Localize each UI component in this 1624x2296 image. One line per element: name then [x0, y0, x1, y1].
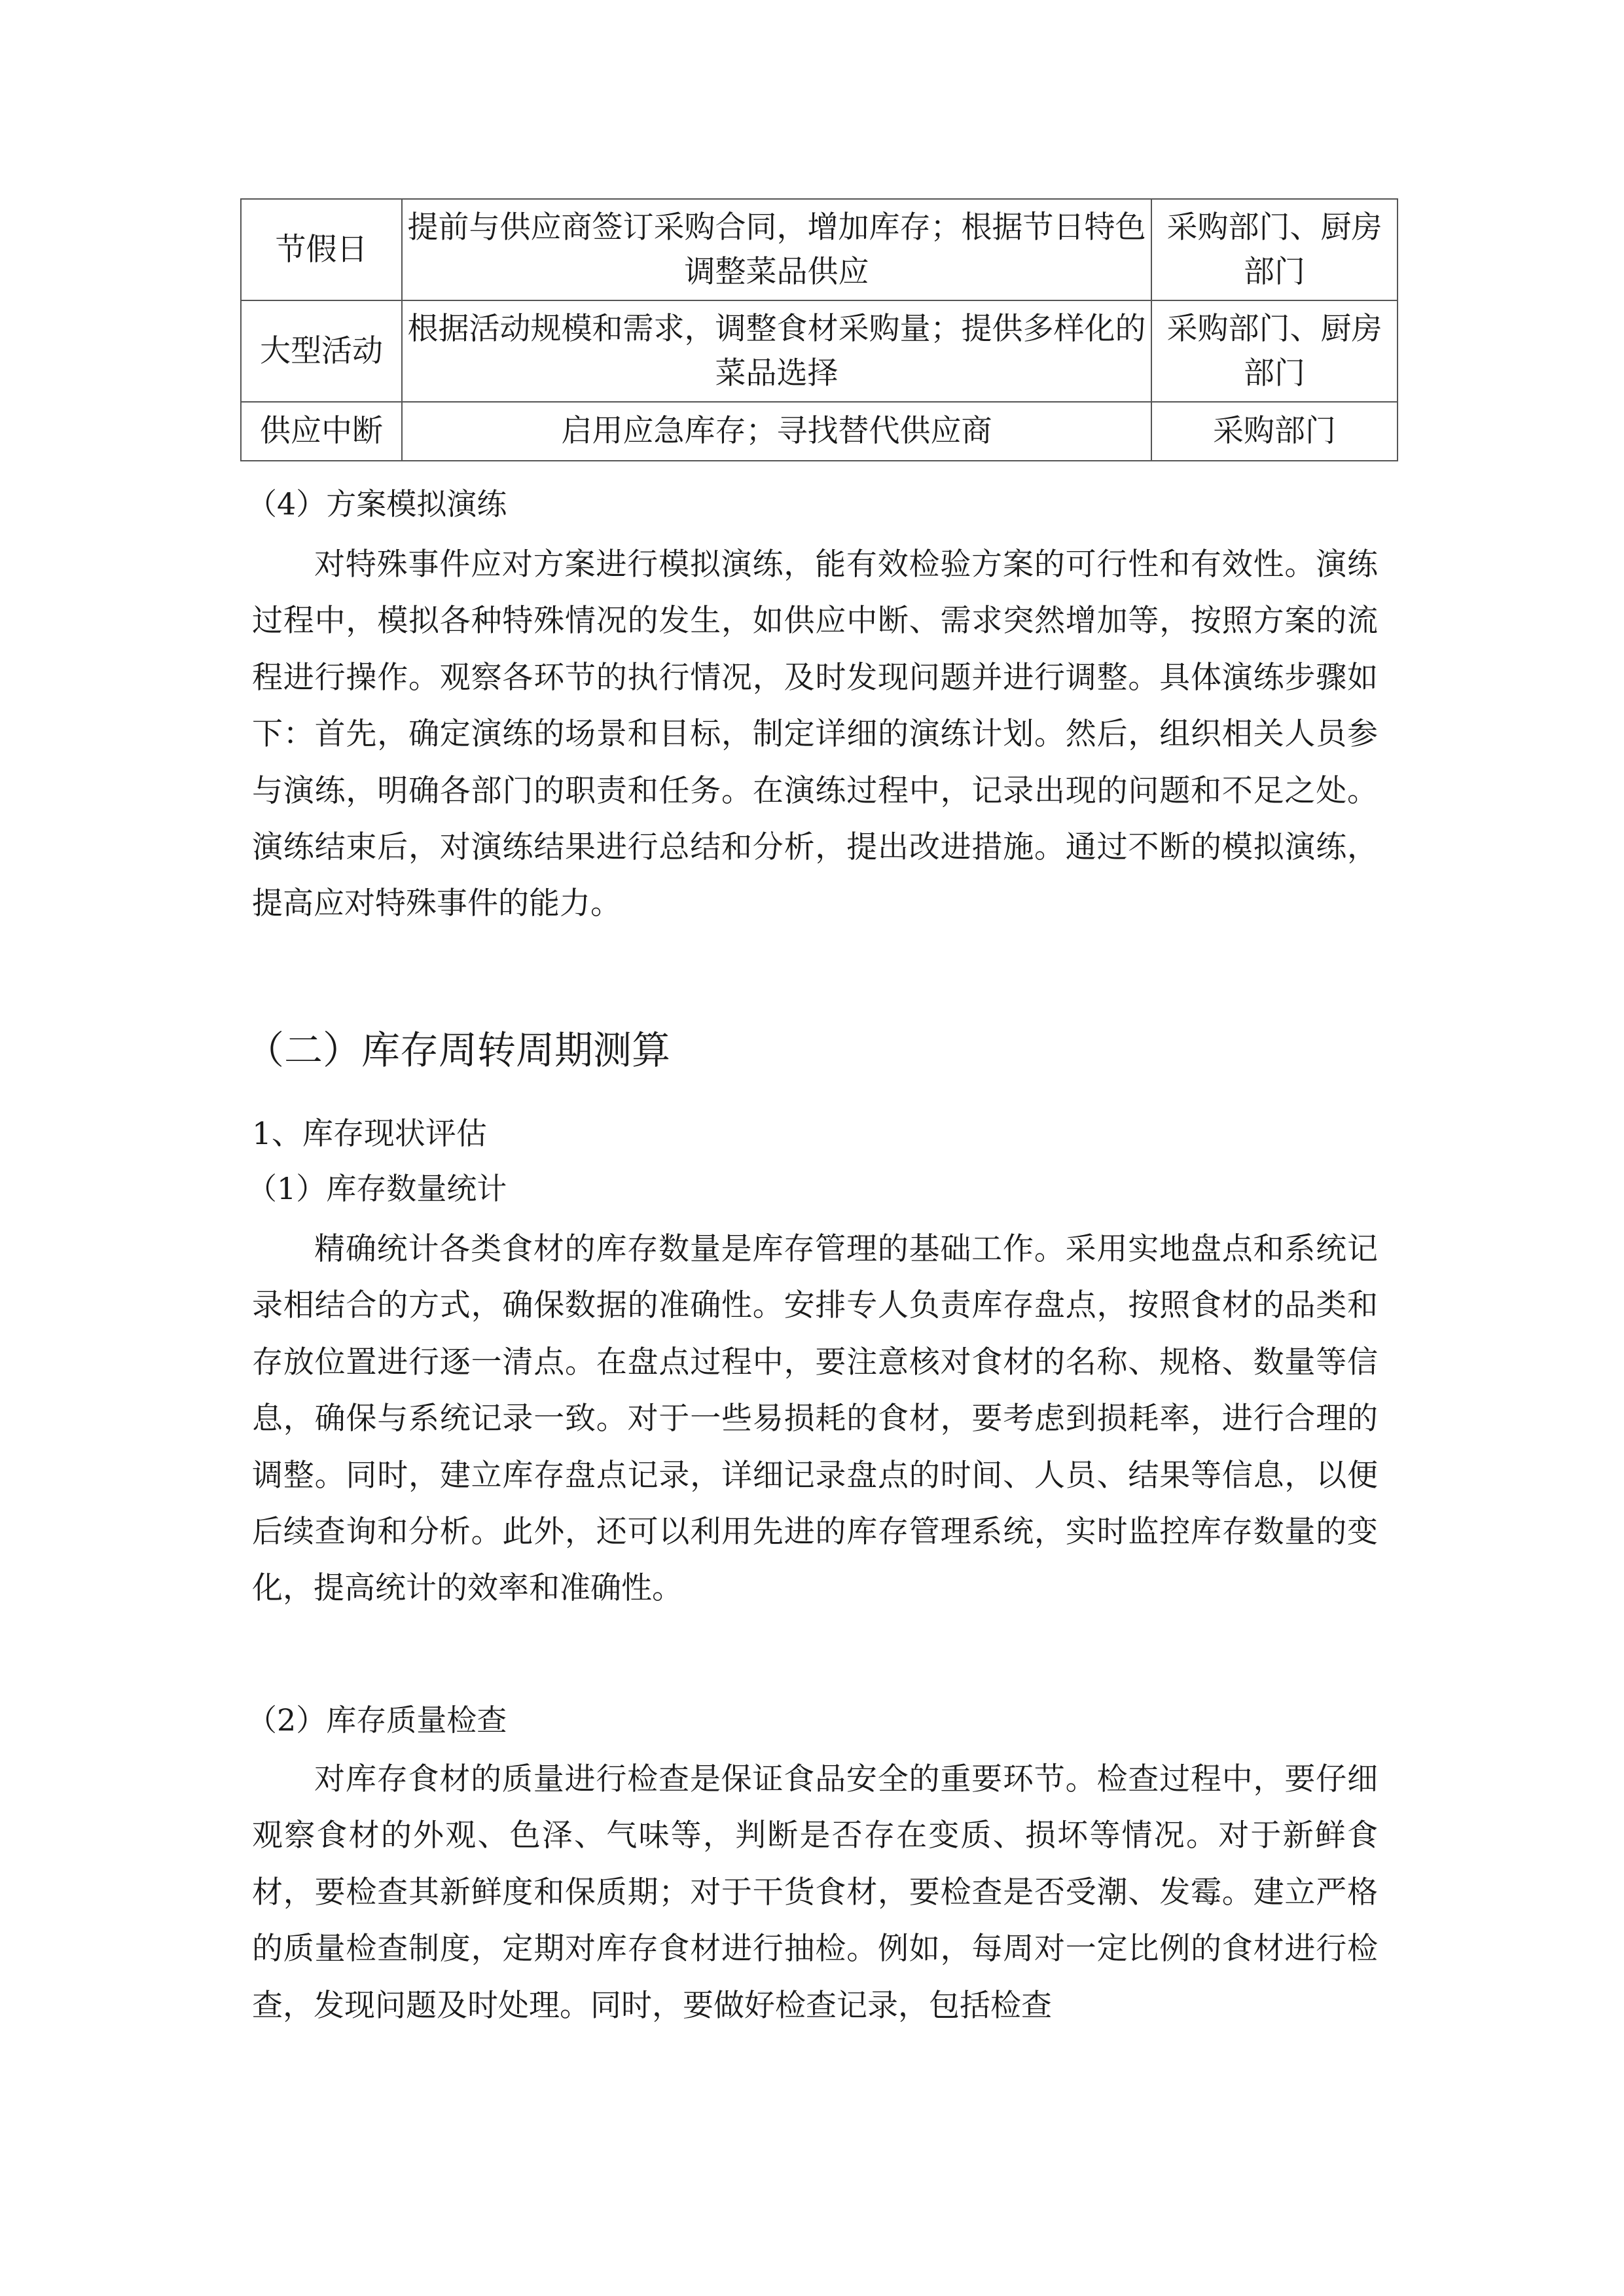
table-row: [241, 300, 1398, 402]
section-4-paragraph: 对特殊事件应对方案进行模拟演练，能有效检验方案的可行性和有效性。演练过程中，模拟各种特殊情况的发生，如供应中断、需求突然增加等，按照方案的流程进行操作。观察各环节的执行情况，及时发现问题并进行调整。具体演练步骤如下：首先，确定演练的场景和目标，制定详细的演练计划。然后，组织相关人员参与演练，明确各部门的职责和任务。在演练过程中，记录出现的问题和不足之处。演练结束后，对演练结果进行总结和分析，提出改进措施。通过不断的模拟演练，提高应对特殊事件的能力。: [252, 547, 1378, 922]
measure-cell: 启用应急库存；寻找替代供应商: [402, 402, 1151, 461]
event-cell: 供应中断: [241, 402, 402, 461]
event-cell: 节假日: [241, 199, 402, 300]
quality-check-heading: （2）库存质量检查: [247, 1702, 507, 1738]
stock-count-paragraph: 精确统计各类食材的库存数量是库存管理的基础工作。采用实地盘点和系统记录相结合的方式，确保数据的准确性。安排专人负责库存盘点，按照食材的品类和存放位置进行逐一清点。在盘点过程中，要注意核对食材的名称、规格、数量等信息，确保与系统记录一致。对于一些易损耗的食材，要考虑到损耗率，进行合理的调整。同时，建立库存盘点记录，详细记录盘点的时间、人员、结果等信息，以便后续查询和分析。此外，还可以利用先进的库存管理系统，实时监控库存数量的变化，提高统计的效率和准确性。: [252, 1231, 1378, 1607]
department-cell: 采购部门、厨房部门: [1151, 300, 1398, 402]
table-row: [241, 402, 1398, 461]
special-events-table: [240, 198, 1398, 461]
measure-cell: 提前与供应商签订采购合同，增加库存；根据节日特色调整菜品供应: [402, 199, 1151, 300]
department-cell: 采购部门: [1151, 402, 1398, 461]
stock-count-heading: （1）库存数量统计: [247, 1171, 507, 1206]
table-row: [241, 199, 1398, 300]
event-cell: 大型活动: [241, 300, 402, 402]
chapter-2-heading: （二）库存周转周期测算: [245, 1028, 671, 1073]
measure-cell: 根据活动规模和需求，调整食材采购量；提供多样化的菜品选择: [402, 300, 1151, 402]
item-1-heading: 1、库存现状评估: [252, 1116, 487, 1152]
section-4-heading: （4）方案模拟演练: [247, 486, 507, 522]
quality-check-paragraph: 对库存食材的质量进行检查是保证食品安全的重要环节。检查过程中，要仔细观察食材的外观、色泽、气味等，判断是否存在变质、损坏等情况。对于新鲜食材，要检查其新鲜度和保质期；对于干货食材，要检查是否受潮、发霉。建立严格的质量检查制度，定期对库存食材进行抽检。例如，每周对一定比例的食材进行检查，发现问题及时处理。同时，要做好检查记录，包括检查: [252, 1761, 1378, 2024]
department-cell: 采购部门、厨房部门: [1151, 199, 1398, 300]
